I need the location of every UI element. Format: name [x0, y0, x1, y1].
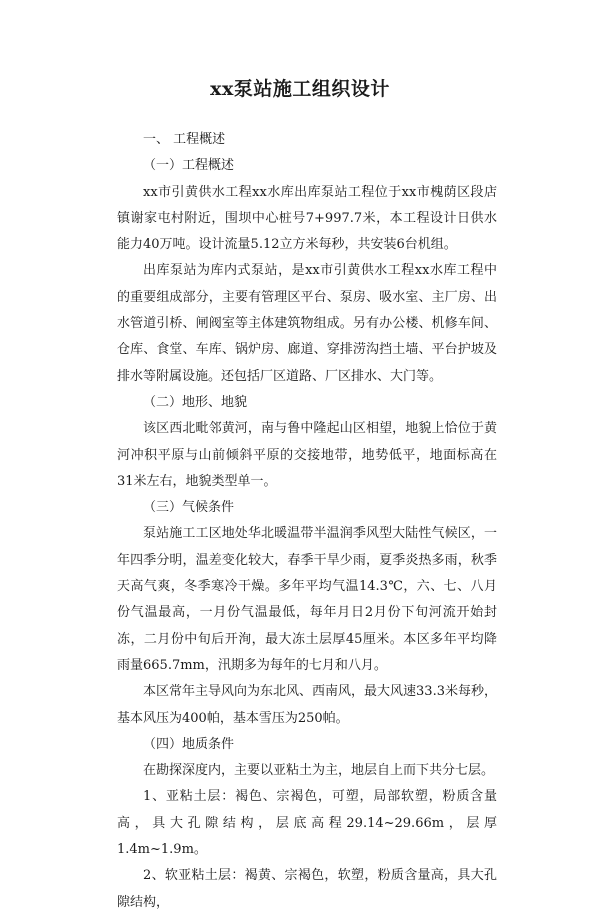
paragraph: 该区西北毗邻黄河，南与鲁中隆起山区相望，地貌上恰位于黄河冲积平原与山前倾斜平原的交接地带，地势低平，地面标高在31米左右，地貌类型单一。 [117, 421, 497, 489]
paragraph: 泵站施工工区地处华北暖温带半温润季风型大陆性气候区，一年四季分明，温差变化较大，春季干旱少雨，夏季炎热多雨，秋季天高气爽，冬季寒冷干燥。多年平均气温14.3℃，六、七、八月份气温最高，一月份气温最低，每年月日2月份下旬河流开始封冻，二月份中旬后开洵，最大冻土层厚45厘米。本区多年平均降雨量665.7mm，汛期多为每年的七月和八月。 [117, 526, 497, 673]
subsection-heading-climate: （三）气候条件 [143, 500, 235, 516]
paragraph: xx市引黄供水工程xx水库出库泵站工程位于xx市槐荫区段店镇谢家屯村附近，围坝中心桩号7+997.7米，本工程设计日供水能力40万吨。设计流量5.12立方米每秒，共安装6台机组。 [117, 184, 497, 253]
subsection-heading-overview: （一）工程概述 [143, 158, 235, 174]
section-heading: 一、 工程概述 [143, 132, 226, 147]
document-title: xx泵站施工组织设计 [210, 78, 390, 100]
paragraph: 1、亚粘土层：褐色、宗褐色，可塑，局部软塑，粉质含量高，具大孔隙结构，层底高程29.14~29.66m，层厚1.4m~1.9m。 [117, 789, 497, 858]
paragraph: 在勘探深度内，主要以亚粘土为主，地层自上而下共分七层。 [143, 763, 495, 779]
document-body [117, 127, 497, 916]
paragraph: 本区常年主导风向为东北风、西南风，最大风速33.3米每秒，基本风压为400帕，基本雪压为250帕。 [117, 684, 497, 726]
paragraph: 2、软亚粘土层：褐黄、宗褐色，软塑，粉质含量高，具大孔隙结构， [117, 868, 497, 910]
subsection-heading-geology: （四）地质条件 [143, 736, 235, 752]
subsection-heading-terrain: （二）地形、地貌 [143, 394, 248, 410]
paragraph: 出库泵站为库内式泵站，是xx市引黄供水工程xx水库工程中的重要组成部分，主要有管理区平台、泵房、吸水室、主厂房、出水管道引桥、闸阀室等主体建筑物组成。另有办公楼、机修车间、仓库、食堂、车库、锅炉房、廊道、穿排涝沟挡土墙、平台护坡及排水等附属设施。还包括厂区道路、厂区排水、大门等。 [117, 263, 497, 384]
